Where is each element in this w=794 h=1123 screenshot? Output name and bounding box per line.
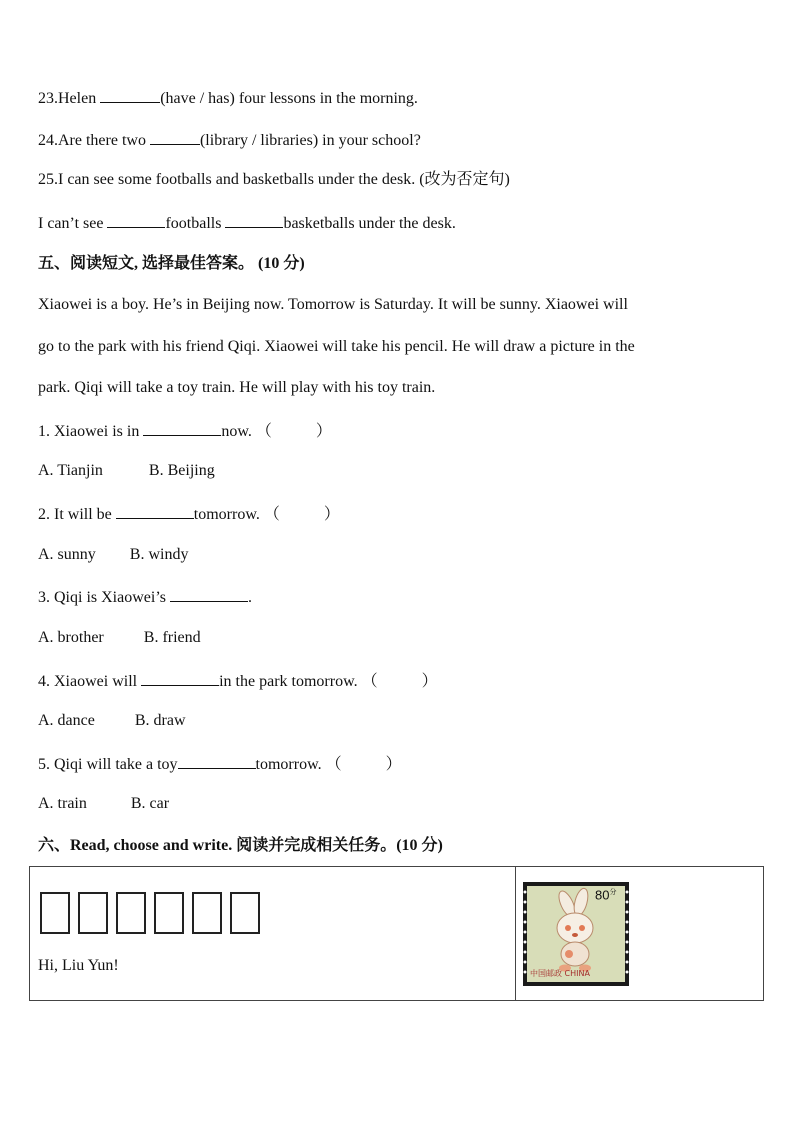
question-24: 24.Are there two (library / libraries) in your school? xyxy=(38,129,421,151)
reading-options-3 xyxy=(38,628,201,648)
postcard-message-area xyxy=(30,867,516,1000)
passage-line-2: go to the park with his friend Qiqi. Xiaowei will take his pencil. He will draw a picture in the xyxy=(38,338,635,355)
question-25-answer: I can’t see footballs basketballs under the desk. xyxy=(38,212,456,234)
question-25: 25.I can see some footballs and basketballs under the desk. (改为否定句) xyxy=(38,171,510,188)
option-b[interactable]: B. friend xyxy=(143,629,201,646)
answer-blank[interactable] xyxy=(116,503,194,519)
option-a[interactable]: A. sunny xyxy=(38,546,96,563)
reading-question-3: 3. Qiqi is Xiaowei’s . xyxy=(38,586,252,608)
reading-options-1 xyxy=(38,461,215,481)
reading-question-1: 1. Xiaowei is in now. （ ） xyxy=(38,420,332,442)
section-6-title: 六、Read, choose and write. 阅读并完成相关任务。(10 分) xyxy=(38,837,443,854)
option-a[interactable]: A. brother xyxy=(38,629,104,646)
answer-blank[interactable] xyxy=(100,87,160,103)
answer-blank[interactable] xyxy=(107,212,165,228)
reading-question-2: 2. It will be tomorrow. （ ） xyxy=(38,503,340,525)
answer-blank[interactable] xyxy=(141,670,219,686)
postcard-stamp-area xyxy=(515,867,763,1000)
option-b[interactable]: B. Beijing xyxy=(148,462,215,479)
reading-options-4 xyxy=(38,711,186,731)
postcode-boxes xyxy=(40,892,260,934)
greeting: Hi, Liu Yun! xyxy=(38,957,119,974)
passage-line-3: park. Qiqi will take a toy train. He will play with his toy train. xyxy=(38,379,436,396)
answer-blank[interactable] xyxy=(150,129,200,145)
option-b[interactable]: B. car xyxy=(130,795,170,812)
postcode-box[interactable] xyxy=(192,892,222,934)
option-a[interactable]: A. Tianjin xyxy=(38,462,103,479)
answer-blank[interactable] xyxy=(178,753,256,769)
postcode-box[interactable] xyxy=(40,892,70,934)
option-b[interactable]: B. windy xyxy=(129,546,189,563)
postcode-box[interactable] xyxy=(230,892,260,934)
option-a[interactable]: A. dance xyxy=(38,712,95,729)
stamp-country: 中国邮政 CHINA xyxy=(530,969,590,978)
reading-question-4: 4. Xiaowei will in the park tomorrow. （ ） xyxy=(38,670,438,692)
postcard xyxy=(29,866,764,1001)
postcode-box[interactable] xyxy=(154,892,184,934)
question-23: 23.Helen (have / has) four lessons in the morning. xyxy=(38,87,418,109)
stamp-value: $80^分$ xyxy=(595,887,617,903)
postcode-box[interactable] xyxy=(78,892,108,934)
reading-options-2 xyxy=(38,545,188,565)
option-a[interactable]: A. train xyxy=(38,795,87,812)
answer-blank[interactable] xyxy=(170,586,248,602)
answer-blank[interactable] xyxy=(143,420,221,436)
option-b[interactable]: B. draw xyxy=(134,712,186,729)
reading-question-5: 5. Qiqi will take a toy tomorrow. （ ） xyxy=(38,753,402,775)
answer-blank[interactable] xyxy=(225,212,283,228)
passage-line-1: Xiaowei is a boy. He’s in Beijing now. Tomorrow is Saturday. It will be sunny. Xiaowei will xyxy=(38,296,628,313)
postcode-box[interactable] xyxy=(116,892,146,934)
reading-options-5 xyxy=(38,794,169,814)
section-5-title: 五、阅读短文, 选择最佳答案。 (10 分) xyxy=(38,255,305,272)
